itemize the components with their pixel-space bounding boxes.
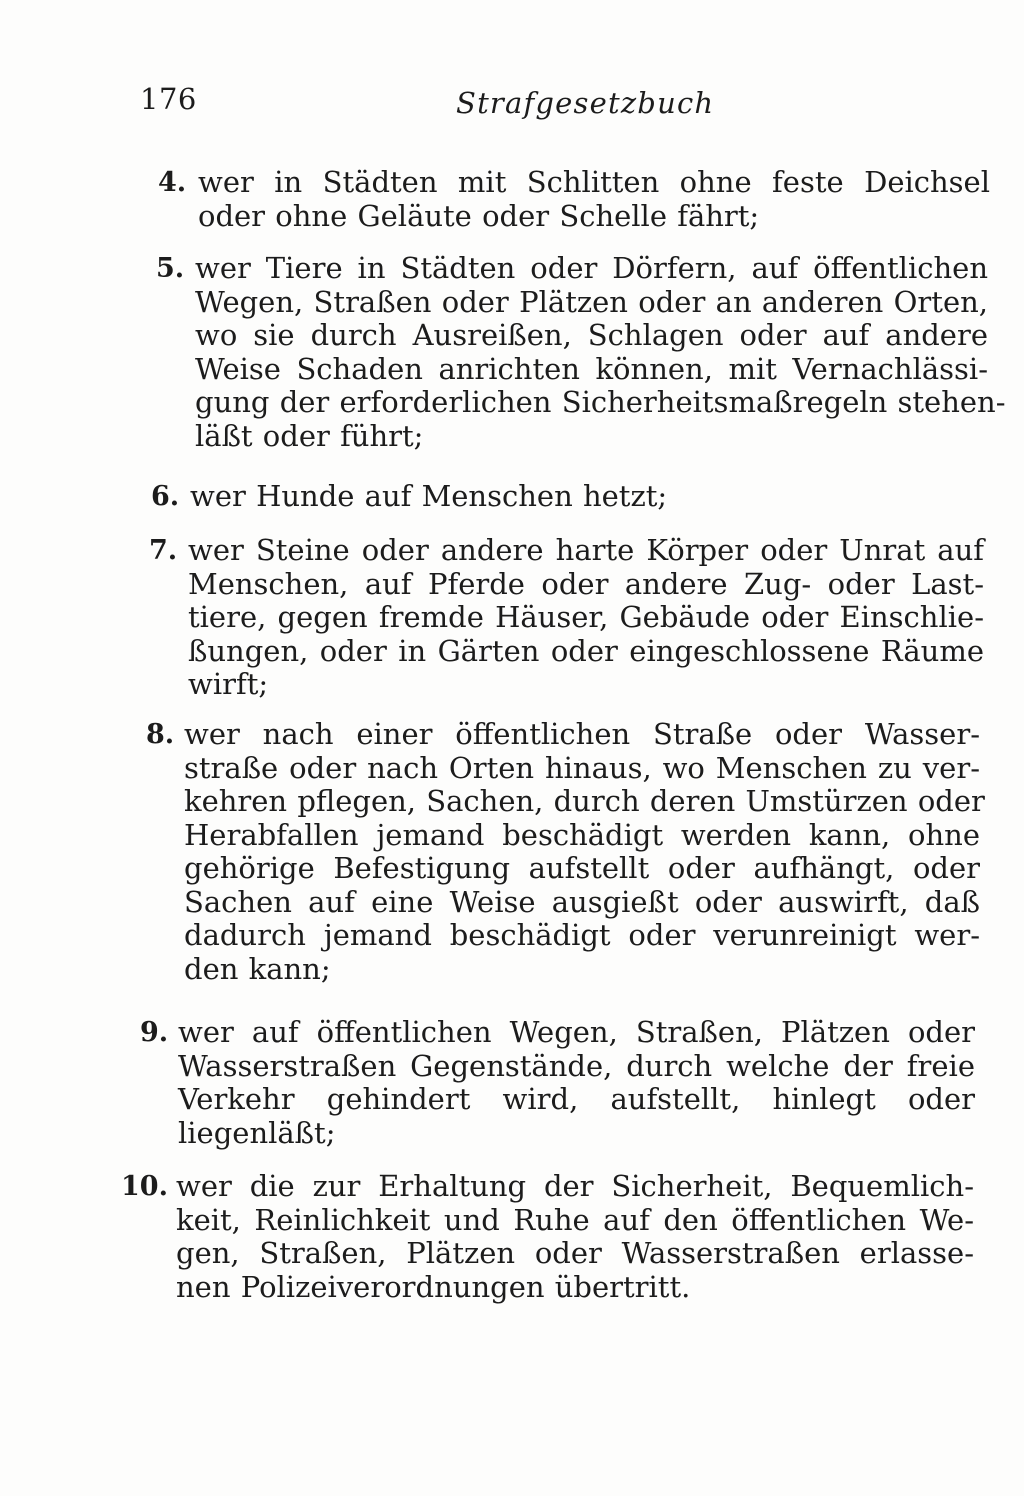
item-line: nen Polizeiverordnungen übertritt.: [176, 1269, 691, 1304]
item-line: wer Hunde auf Menschen hetzt;: [190, 479, 668, 513]
item-line: Sachen auf eine Weise ausgießt oder auswirft, daß: [184, 884, 980, 919]
item-line: tiere, gegen fremde Häuser, Gebäude oder Einschlie-: [188, 600, 984, 634]
item-number: 8.: [146, 719, 175, 750]
item-line: wer auf öffentlichen Wegen, Straßen, Plätzen oder: [178, 1015, 975, 1049]
item-line: kehren pflegen, Sachen, durch deren Umstürzen oder: [184, 784, 985, 818]
item-line: Wasserstraßen Gegenstände, durch welche der freie: [178, 1048, 975, 1083]
page-number: 176: [140, 82, 197, 116]
item-line: gehörige Befestigung aufstellt oder aufhängt, oder: [184, 851, 980, 885]
item-line: oder ohne Geläute oder Schelle fährt;: [198, 198, 760, 233]
item-number: 6.: [151, 481, 180, 512]
item-line: den kann;: [184, 951, 331, 986]
item-line: gung der erforderlichen Sicherheitsmaßregeln stehen-: [195, 385, 1006, 419]
item-number: 5.: [156, 253, 185, 284]
item-line: Wegen, Straßen oder Plätzen oder an anderen Orten,: [195, 284, 988, 319]
item-line: Menschen, auf Pferde oder andere Zug- oder Last-: [188, 566, 984, 601]
item-line: wer Tiere in Städten oder Dörfern, auf öffentlichen: [195, 251, 988, 285]
item-line: Weise Schaden anrichten können, mit Vernachlässi-: [195, 351, 988, 386]
item-line: läßt oder führt;: [195, 418, 424, 453]
item-line: wer nach einer öffentlichen Straße oder Wasser-: [184, 717, 980, 751]
item-line: straße oder nach Orten hinaus, wo Menschen zu ver-: [184, 750, 980, 785]
item-line: dadurch jemand beschädigt oder verunreinigt wer-: [184, 918, 980, 952]
item-line: Herabfallen jemand beschädigt werden kann, ohne: [184, 817, 980, 852]
list-item: [140, 1015, 975, 1150]
item-number: 7.: [149, 535, 178, 566]
item-line: wirft;: [188, 667, 269, 701]
list-item: [158, 165, 990, 233]
item-line: wer in Städten mit Schlitten ohne feste Deichsel: [198, 165, 990, 199]
item-line: ßungen, oder in Gärten oder eingeschlossene Räume: [188, 633, 984, 668]
item-line: keit, Reinlichkeit und Ruhe auf den öffentlichen We-: [176, 1202, 974, 1237]
item-number: 4.: [158, 167, 187, 198]
item-line: wo sie durch Ausreißen, Schlagen oder auf andere: [195, 318, 988, 352]
item-line: gen, Straßen, Plätzen oder Wasserstraßen erlasse-: [176, 1236, 974, 1270]
item-number: 10.: [121, 1171, 168, 1202]
item-line: liegenläßt;: [178, 1115, 336, 1150]
list-item: [149, 533, 984, 702]
item-line: Verkehr gehindert wird, aufstellt, hinlegt oder: [178, 1082, 975, 1116]
list-item: [146, 717, 985, 986]
running-title: Strafgesetzbuch: [456, 86, 715, 120]
item-line: wer Steine oder andere harte Körper oder Unrat auf: [188, 533, 984, 567]
item-line: wer die zur Erhaltung der Sicherheit, Bequemlich-: [176, 1169, 974, 1203]
item-number: 9.: [140, 1017, 169, 1048]
list-item: [121, 1169, 974, 1304]
list-item: [156, 251, 1006, 453]
list-item: [151, 479, 985, 514]
